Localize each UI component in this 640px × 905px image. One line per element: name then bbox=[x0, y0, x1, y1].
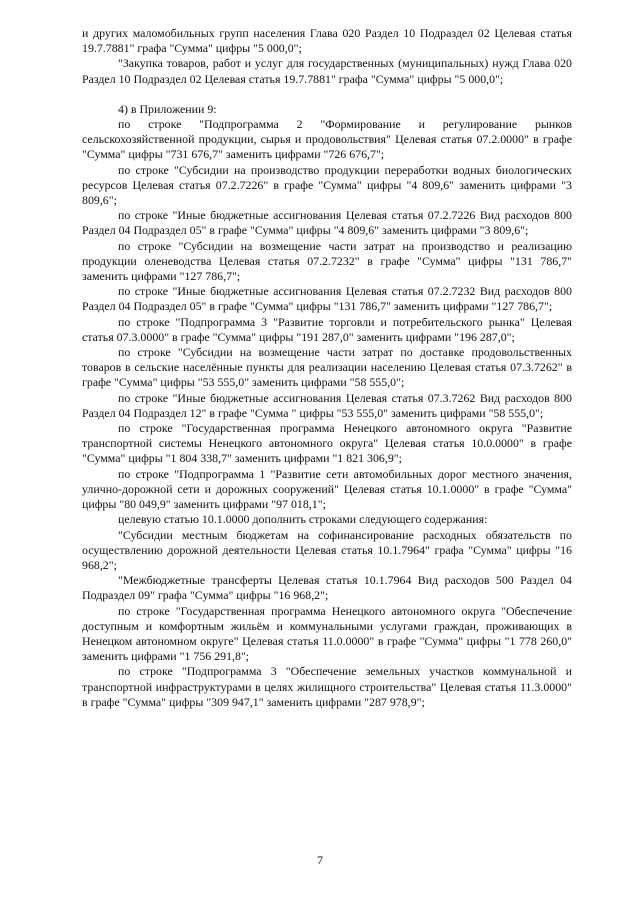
spacer bbox=[82, 87, 572, 102]
paragraph: по строке "Государственная программа Ненецкого автономного округа "Развитие транспортной системы Ненецкого автономного округа" Целевая статья 10.0.0000" в графе "Сумма" цифры "1 804 338,7" заменить цифрами "1 821 306,9"; bbox=[82, 421, 572, 466]
paragraph: "Межбюджетные трансферты Целевая статья 10.1.7964 Вид расходов 500 Раздел 04 Подраздел 09" графа "Сумма" цифры "16 968,2"; bbox=[82, 573, 572, 603]
paragraph: и других маломобильных групп населения Глава 020 Раздел 10 Подраздел 02 Целевая статья 19.7.7881" графа "Сумма" цифры "5 000,0"; bbox=[82, 26, 572, 56]
paragraph: по строке "Субсидии на возмещение части затрат по доставке продовольственных товаров в сельские населённые пункты для реализации населению Целевая статья 07.3.7262" в графе "Сумма" цифры "53 555,0" заменить цифрами "58 555,0"; bbox=[82, 345, 572, 390]
paragraph: по строке "Иные бюджетные ассигнования Целевая статья 07.3.7262 Вид расходов 800 Раздел 04 Подраздел 12" в графе "Сумма " цифры "53 555,0" заменить цифрами "58 555,0"; bbox=[82, 390, 572, 420]
paragraph: по строке "Подпрограмма 3 "Развитие торговли и потребительского рынка" Целевая статья 07.3.0000" в графе "Сумма" цифры "191 287,0" заменить цифрами "196 287,0"; bbox=[82, 314, 572, 344]
paragraph: по строке "Подпрограмма 1 "Развитие сети автомобильных дорог местного значения, улично-дорожной сети и дорожных сооружений" Целевая статья 10.1.0000" в графе "Сумма" цифры "80 049,9" заменить цифрами "97 018,1"; bbox=[82, 466, 572, 512]
document-body bbox=[82, 26, 572, 710]
paragraph: по строке "Иные бюджетные ассигнования Целевая статья 07.2.7232 Вид расходов 800 Раздел 04 Подраздел 05" в графе "Сумма" цифры "131 786,7" заменить цифрами "127 786,7"; bbox=[82, 284, 572, 314]
paragraph: по строке "Субсидии на возмещение части затрат на производство и реализацию продукции оленеводства Целевая статья 07.2.7232" в графе "Сумма" цифры "131 786,7" заменить цифрами "127 786,7"; bbox=[82, 238, 572, 284]
paragraph: "Закупка товаров, работ и услуг для государственных (муниципальных) нужд Глава 020 Раздел 10 Подраздел 02 Целевая статья 19.7.7881" графа "Сумма" цифры "5 000,0"; bbox=[82, 56, 572, 86]
paragraph: по строке "Подпрограмма 2 "Формирование и регулирование рынков сельскохозяйственной продукции, сырья и продовольствия" Целевая статья 07.2.0000" в графе "Сумма" цифры "731 676,7" заменить цифрами "726 676,7"; bbox=[82, 117, 572, 162]
paragraph: по строке "Подпрограмма 3 "Обеспечение земельных участков коммунальной и транспортной инфраструктурами в целях жилищного строительства" Целевая статья 11.3.0000" в графе "Сумма" цифры "309 947,1" заменить цифрами "287 978,9"; bbox=[82, 664, 572, 709]
paragraph: по строке "Иные бюджетные ассигнования Целевая статья 07.2.7226 Вид расходов 800 Раздел 04 Подраздел 05" в графе "Сумма" цифры "4 809,6" заменить цифрами "3 809,6"; bbox=[82, 208, 572, 238]
paragraph: "Субсидии местным бюджетам на софинансирование расходных обязательств по осуществлению дорожной деятельности Целевая статья 10.1.7964" графа "Сумма" цифры "16 968,2"; bbox=[82, 527, 572, 572]
paragraph: по строке "Государственная программа Ненецкого автономного округа "Обеспечение доступным и комфортным жильём и коммунальными услугами граждан, проживающих в Ненецком автономном округе" Целевая статья 11.0.0000" в графе "Сумма" цифры "1 778 260,0" заменить цифрами "1 756 291,8"; bbox=[82, 603, 572, 664]
page-number: 7 bbox=[317, 853, 323, 867]
section-heading: 4) в Приложении 9: bbox=[118, 101, 217, 116]
paragraph: целевую статью 10.1.0000 дополнить строками следующего содержания: bbox=[118, 512, 488, 527]
paragraph: по строке "Субсидии на производство продукции переработки водных биологических ресурсов Целевая статья 07.2.7226" в графе "Сумма" цифры "4 809,6" заменить цифрами "3 809,6"; bbox=[82, 162, 572, 208]
